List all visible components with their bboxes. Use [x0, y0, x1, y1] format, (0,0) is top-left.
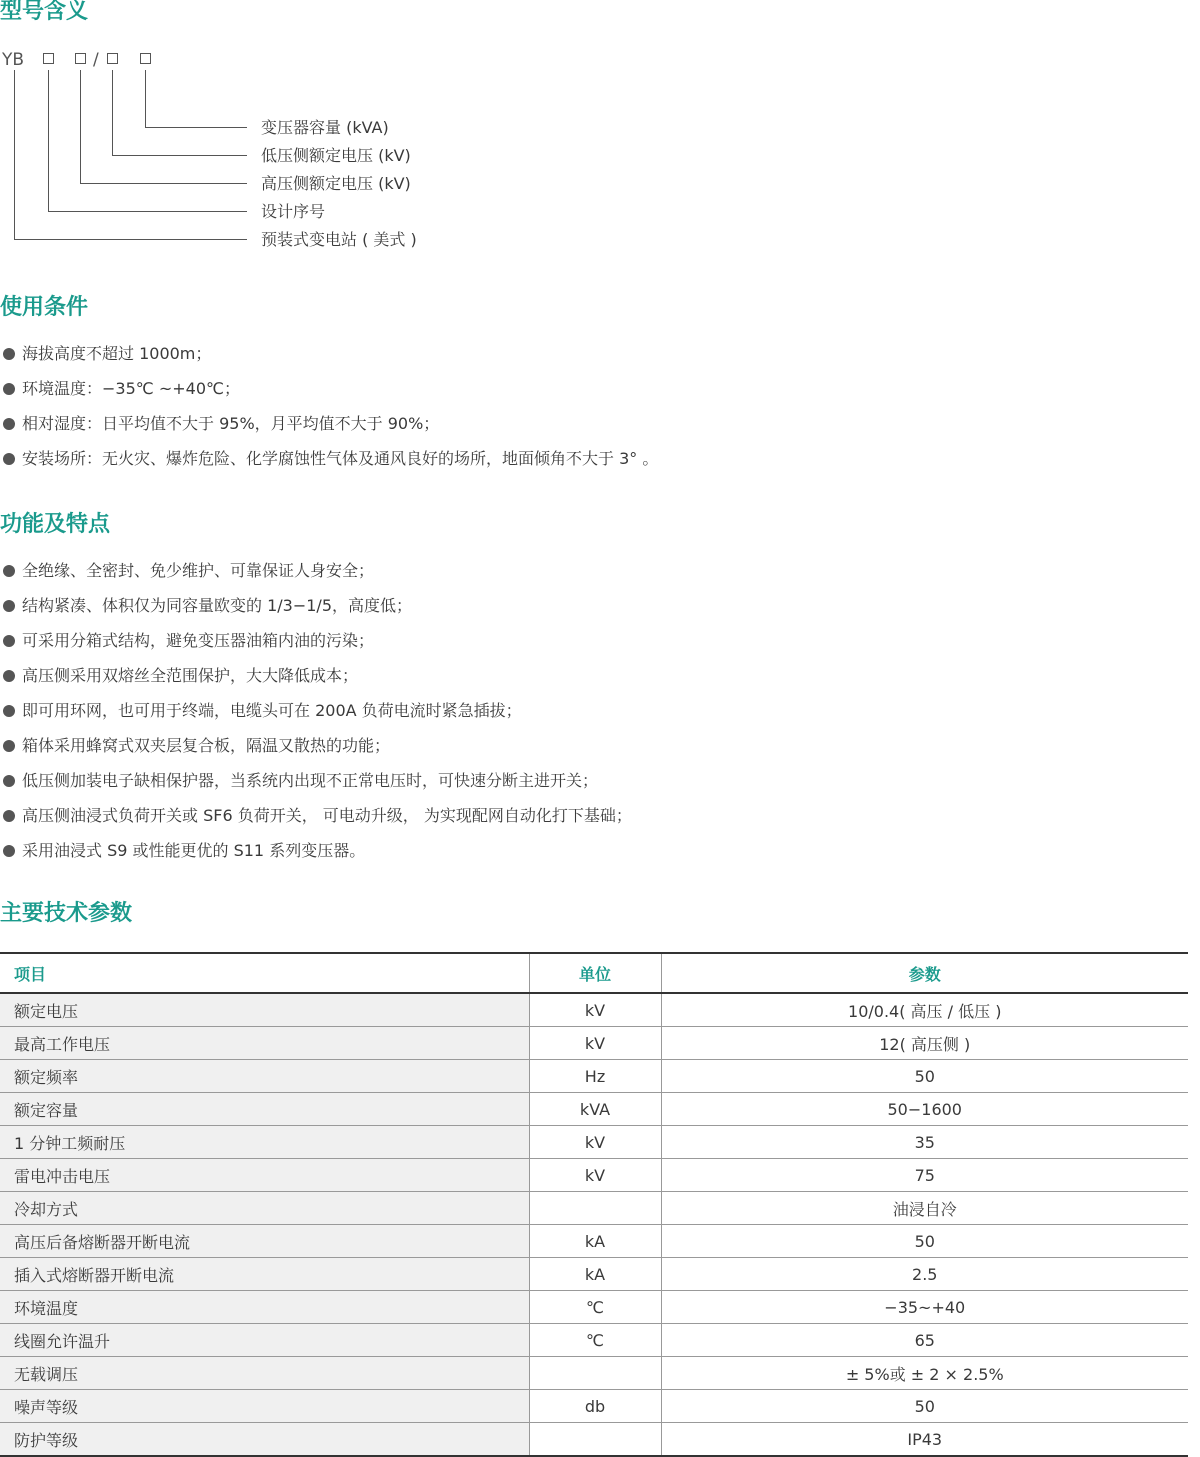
cell-unit: kV	[529, 1159, 661, 1192]
cell-unit	[529, 1357, 661, 1390]
cell-unit: ℃	[529, 1324, 661, 1357]
label-substation-type: 预装式变电站 ( 美式 )	[261, 230, 417, 249]
cell-value: 50	[661, 1060, 1188, 1093]
heading-parameters: 主要技术参数	[0, 901, 133, 926]
label-capacity: 变压器容量 (kVA)	[261, 118, 389, 137]
list-item: 即可用环网，也可用于终端，电缆头可在 200A 负荷电流时紧急插拔；	[0, 701, 632, 736]
cell-value: 65	[661, 1324, 1188, 1357]
list-item: 高压侧油浸式负荷开关或 SF6 负荷开关， 可电动升级， 为实现配网自动化打下基础；	[0, 806, 632, 841]
column-header-value: 参数	[661, 953, 1188, 993]
placeholder-box-design	[43, 53, 54, 64]
table-row	[0, 1390, 1188, 1423]
cell-value: 2.5	[661, 1258, 1188, 1291]
column-header-unit: 单位	[529, 953, 661, 993]
cell-item: 无载调压	[0, 1357, 529, 1390]
parameters-table	[0, 952, 1188, 1457]
heading-features: 功能及特点	[0, 512, 111, 537]
cell-item: 最高工作电压	[0, 1027, 529, 1060]
table-row	[0, 1423, 1188, 1457]
cell-item: 额定频率	[0, 1060, 529, 1093]
list-item: 海拔高度不超过 1000m；	[0, 344, 658, 379]
list-item: 采用油浸式 S9 或性能更优的 S11 系列变压器。	[0, 841, 632, 876]
model-prefix: YB	[2, 50, 25, 70]
cell-item: 环境温度	[0, 1291, 529, 1324]
cell-unit: kA	[529, 1258, 661, 1291]
bullet-icon	[3, 600, 15, 612]
table-row	[0, 1093, 1188, 1126]
cell-item: 额定电压	[0, 993, 529, 1027]
connector-line	[145, 70, 146, 127]
bullet-icon	[3, 453, 15, 465]
label-design-number: 设计序号	[261, 202, 326, 221]
cell-unit: kV	[529, 1027, 661, 1060]
bullet-icon	[3, 845, 15, 857]
list-item: 可采用分箱式结构，避免变压器油箱内油的污染；	[0, 631, 632, 666]
cell-value: 50	[661, 1225, 1188, 1258]
cell-item: 冷却方式	[0, 1192, 529, 1225]
connector-line	[14, 239, 247, 240]
table-row	[0, 1060, 1188, 1093]
connector-line	[145, 127, 247, 128]
bullet-icon	[3, 810, 15, 822]
cell-item: 噪声等级	[0, 1390, 529, 1423]
placeholder-box-capacity	[140, 53, 151, 64]
cell-value: ± 5%或 ± 2 × 2.5%	[661, 1357, 1188, 1390]
connector-line	[112, 155, 247, 156]
cell-value: 12( 高压侧 )	[661, 1027, 1188, 1060]
cell-item: 防护等级	[0, 1423, 529, 1457]
bullet-icon	[3, 775, 15, 787]
cell-item: 额定容量	[0, 1093, 529, 1126]
table-row	[0, 1291, 1188, 1324]
cell-value: 油浸自冷	[661, 1192, 1188, 1225]
cell-unit: ℃	[529, 1291, 661, 1324]
table-header-row	[0, 953, 1188, 993]
cell-value: 50	[661, 1390, 1188, 1423]
bullet-icon	[3, 418, 15, 430]
cell-unit: kVA	[529, 1093, 661, 1126]
cell-item: 高压后备熔断器开断电流	[0, 1225, 529, 1258]
cell-unit	[529, 1423, 661, 1457]
list-item: 箱体采用蜂窝式双夹层复合板，隔温又散热的功能；	[0, 736, 632, 771]
cell-item: 雷电冲击电压	[0, 1159, 529, 1192]
placeholder-box-hv	[75, 53, 86, 64]
list-item: 全绝缘、全密封、免少维护、可靠保证人身安全；	[0, 561, 632, 596]
cell-value: IP43	[661, 1423, 1188, 1457]
bullet-icon	[3, 348, 15, 360]
connector-line	[48, 211, 247, 212]
connector-line	[80, 183, 247, 184]
connector-line	[112, 70, 113, 155]
column-header-item: 项目	[0, 953, 529, 993]
list-item: 安装场所：无火灾、爆炸危险、化学腐蚀性气体及通风良好的场所，地面倾角不大于 3° 。	[0, 449, 658, 484]
list-item: 相对湿度：日平均值不大于 95%，月平均值不大于 90%；	[0, 414, 658, 449]
bullet-icon	[3, 635, 15, 647]
placeholder-box-lv	[107, 53, 118, 64]
heading-model-meaning: 型号含义	[0, 0, 89, 24]
table-row	[0, 1258, 1188, 1291]
list-item: 低压侧加装电子缺相保护器，当系统内出现不正常电压时，可快速分断主进开关；	[0, 771, 632, 806]
table-row	[0, 1225, 1188, 1258]
table-row	[0, 993, 1188, 1027]
table-row	[0, 1324, 1188, 1357]
cell-unit: kV	[529, 993, 661, 1027]
cell-unit	[529, 1192, 661, 1225]
bullet-icon	[3, 670, 15, 682]
cell-item: 插入式熔断器开断电流	[0, 1258, 529, 1291]
connector-line	[80, 70, 81, 183]
bullet-icon	[3, 740, 15, 752]
cell-item: 1 分钟工频耐压	[0, 1126, 529, 1159]
bullet-icon	[3, 705, 15, 717]
cell-value: 75	[661, 1159, 1188, 1192]
cell-unit: Hz	[529, 1060, 661, 1093]
cell-unit: kV	[529, 1126, 661, 1159]
cell-value: 50−1600	[661, 1093, 1188, 1126]
cell-value: 35	[661, 1126, 1188, 1159]
bullet-icon	[3, 565, 15, 577]
cell-unit: db	[529, 1390, 661, 1423]
label-lv-voltage: 低压侧额定电压 (kV)	[261, 146, 411, 165]
cell-value: −35~+40	[661, 1291, 1188, 1324]
label-hv-voltage: 高压侧额定电压 (kV)	[261, 174, 411, 193]
heading-conditions: 使用条件	[0, 295, 89, 320]
model-slash: /	[93, 50, 99, 70]
table-row	[0, 1126, 1188, 1159]
table-row	[0, 1159, 1188, 1192]
connector-line	[48, 70, 49, 211]
list-item: 结构紧凑、体积仅为同容量欧变的 1/3−1/5，高度低；	[0, 596, 632, 631]
conditions-list	[0, 344, 658, 484]
table-row	[0, 1357, 1188, 1390]
cell-unit: kA	[529, 1225, 661, 1258]
connector-line	[14, 70, 15, 239]
list-item: 环境温度：−35℃ ~+40℃；	[0, 379, 658, 414]
features-list	[0, 561, 632, 876]
bullet-icon	[3, 383, 15, 395]
table-row	[0, 1027, 1188, 1060]
cell-value: 10/0.4( 高压 / 低压 )	[661, 993, 1188, 1027]
cell-item: 线圈允许温升	[0, 1324, 529, 1357]
table-row	[0, 1192, 1188, 1225]
list-item: 高压侧采用双熔丝全范围保护，大大降低成本；	[0, 666, 632, 701]
